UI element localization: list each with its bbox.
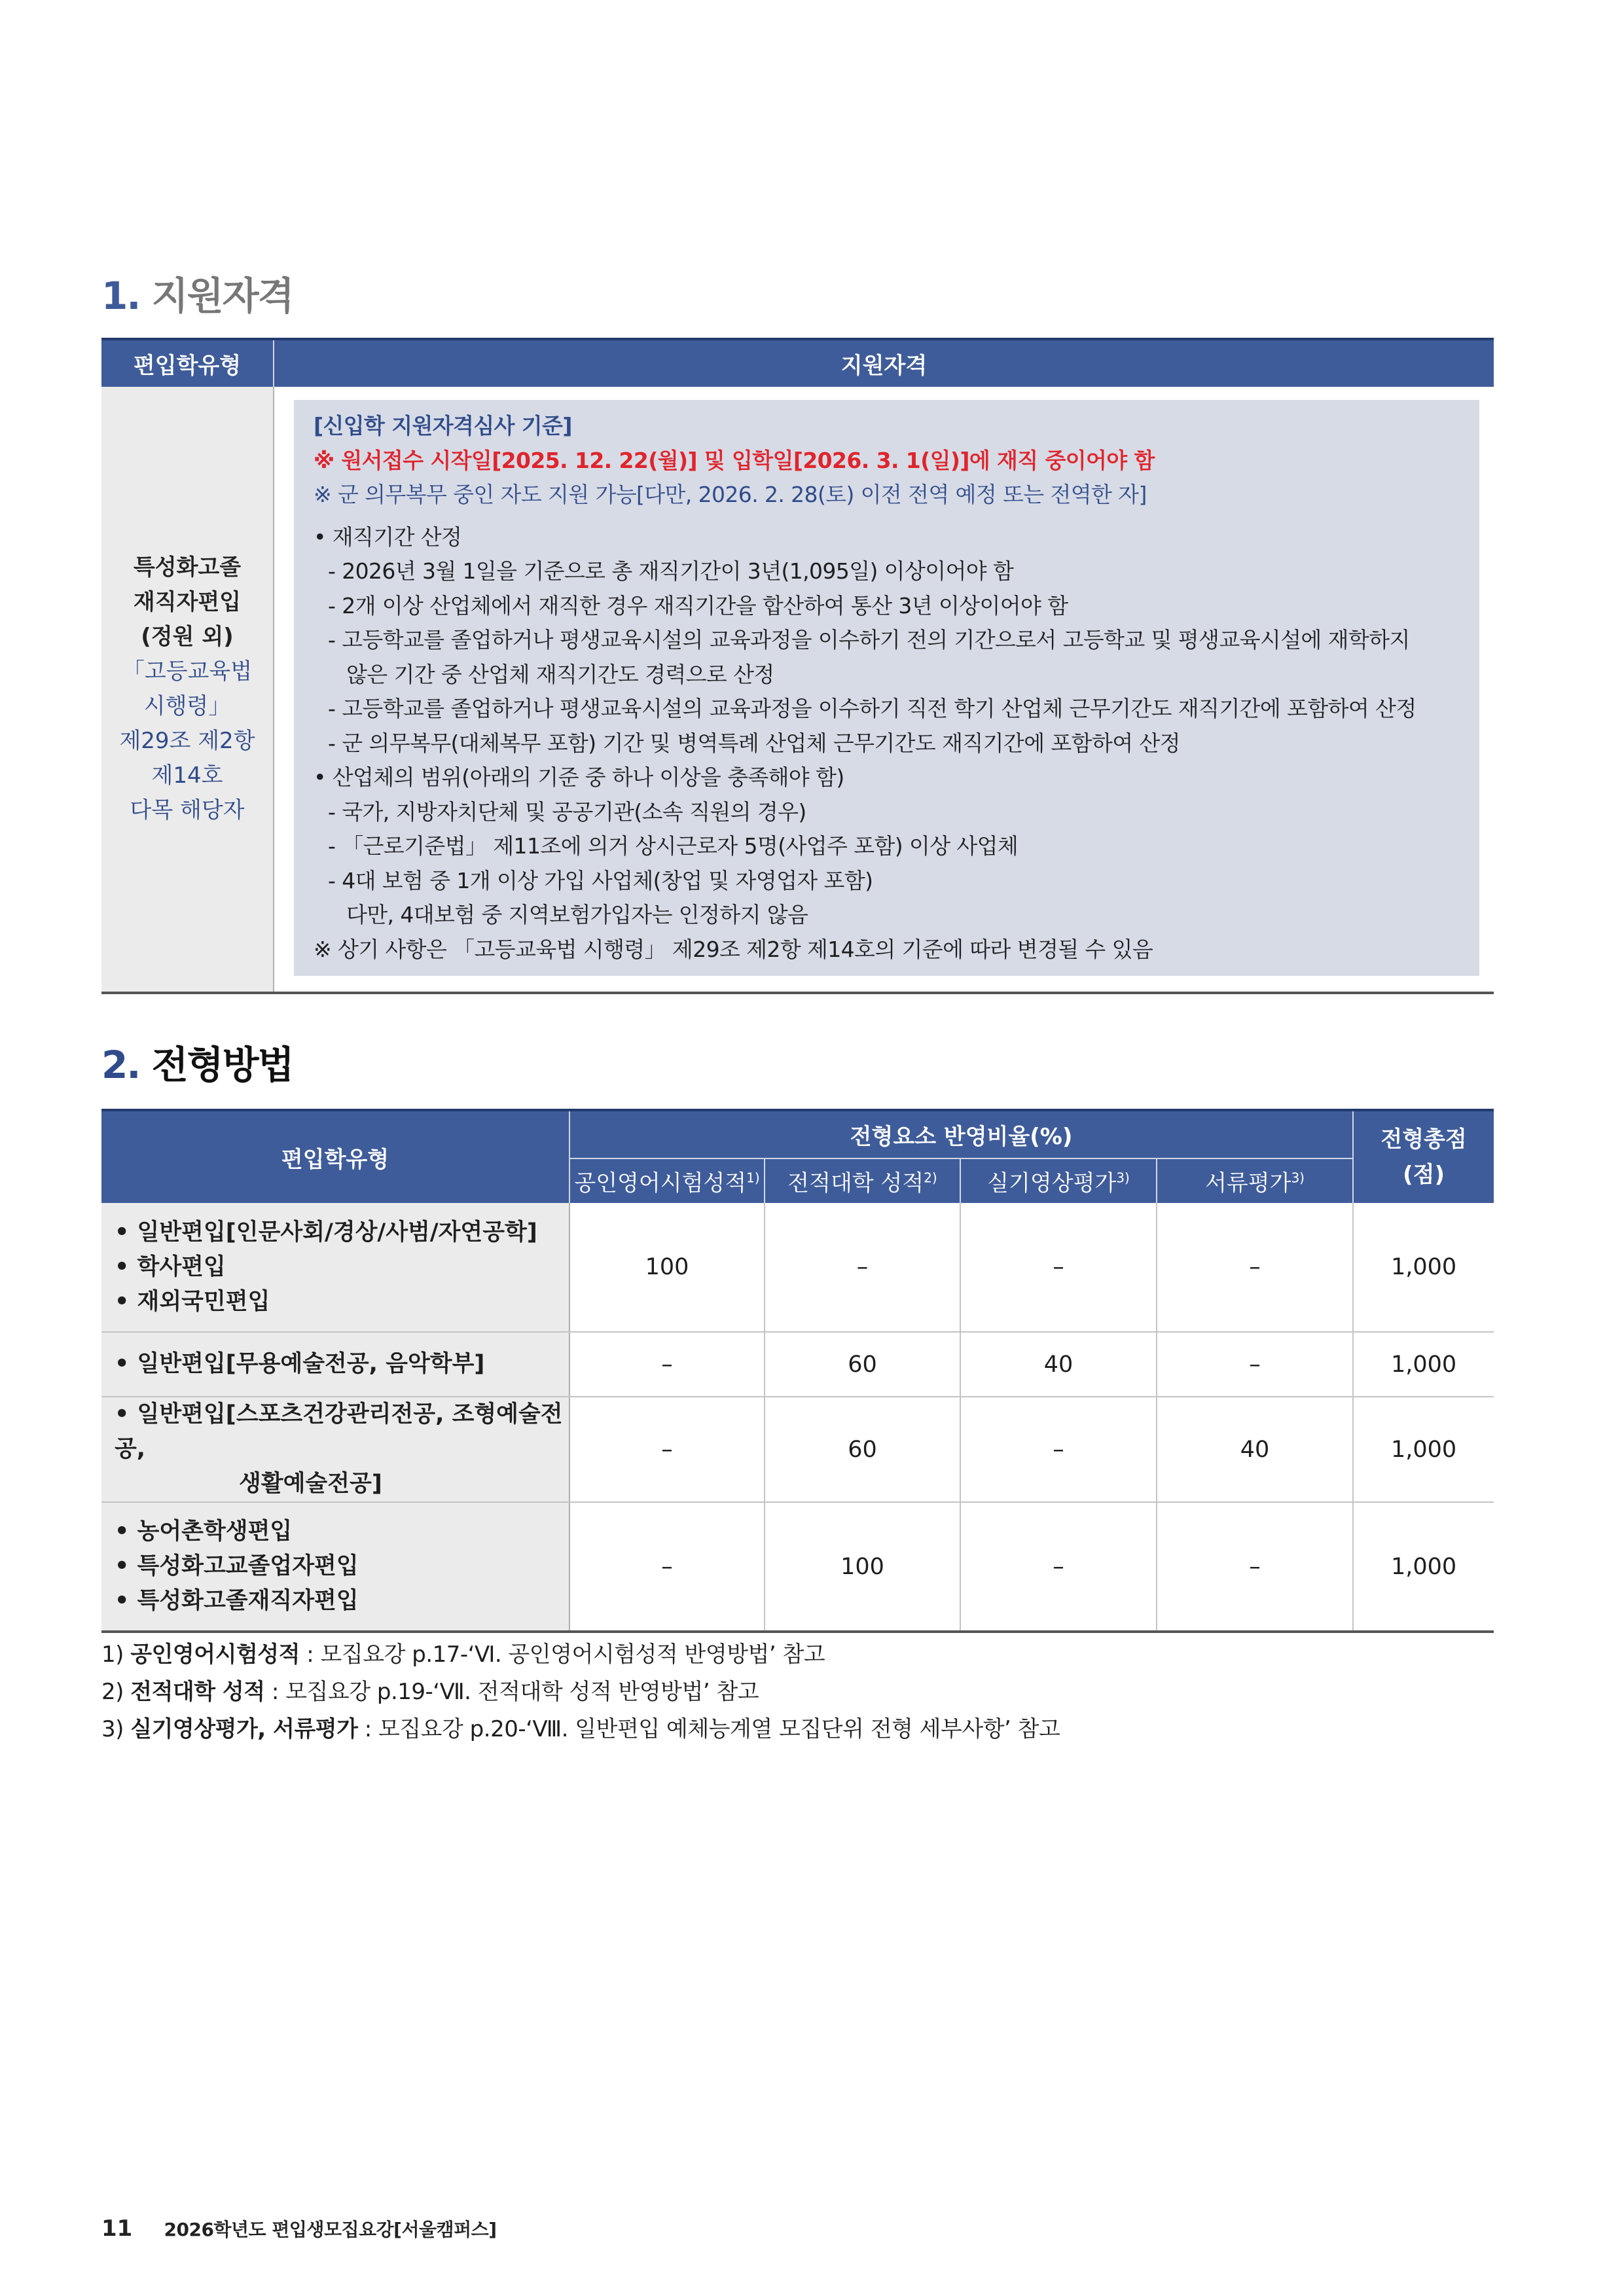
criteria-line: - 국가, 지방자치단체 및 공공기관(소속 직원의 경우) [328, 798, 806, 825]
footnote-2: 2) 전적대학 성적 : 모집요강 p.19-‘Ⅶ. 전적대학 성적 반영방법’ 참고 [101, 1679, 759, 1705]
method-header-type: 편입학유형 [101, 1110, 569, 1203]
type-line: 특성화고졸 [133, 554, 242, 581]
table-row [101, 1332, 1494, 1397]
criteria-line: - 고등학교를 졸업하거나 평생교육시설의 교육과정을 이수하기 전의 기간으로서 고등학교 및 평생교육시설에 재학하지 [328, 627, 1410, 653]
selection-method-table [101, 1109, 1494, 1633]
type-ref-line: 제29조 제2항 [119, 728, 255, 754]
type-line: 재직자편입 [133, 589, 242, 615]
section-2-heading: 전형방법 [151, 1043, 293, 1087]
criteria-line: - 고등학교를 졸업하거나 평생교육시설의 교육과정을 이수하기 직전 학기 산업체 근무기간도 재직기간에 포함하여 산정 [328, 696, 1416, 721]
total-cell: 1,000 [1353, 1332, 1494, 1397]
row-type-cell: • 농어촌학생편입 • 특성화고교졸업자편입 • 특성화고졸재직자편입 [101, 1502, 569, 1632]
total-cell: 1,000 [1353, 1502, 1494, 1632]
footer-title: 2026학년도 편입생모집요강[서울캠퍼스] [164, 2219, 497, 2240]
method-header-total [1353, 1110, 1494, 1203]
page-footer [101, 2215, 497, 2242]
value-cell: – [569, 1502, 765, 1632]
table-row [101, 1397, 1494, 1502]
value-cell: – [960, 1203, 1157, 1332]
criteria-line: 않은 기간 중 산업체 재직기간도 경력으로 산정 [346, 661, 774, 687]
row-type-cell: • 일반편입[무용예술전공, 음악학부] [101, 1332, 569, 1397]
method-header-group: 전형요소 반영비율(%) [569, 1110, 1353, 1158]
criteria-line: - 2개 이상 산업체에서 재직한 경우 재직기간을 합산하여 통산 3년 이상이어야 함 [328, 592, 1068, 619]
footnote-1: 1) 공인영어시험성적 : 모집요강 p.17-‘Ⅵ. 공인영어시험성적 반영방법’ 참고 [101, 1641, 825, 1668]
value-cell: 100 [569, 1203, 765, 1332]
value-cell: 60 [765, 1397, 960, 1502]
eligibility-header-type: 편입학유형 [101, 339, 274, 387]
criteria-line: - 2026년 3월 1일을 기준으로 총 재직기간이 3년(1,095일) 이상이어야 함 [328, 558, 1014, 584]
value-cell: 60 [765, 1332, 960, 1397]
total-cell: 1,000 [1353, 1397, 1494, 1502]
value-cell: 40 [1157, 1397, 1353, 1502]
method-header-video: 실기영상평가$^{3)}$ [960, 1158, 1157, 1203]
criteria-line: • 재직기간 산정 [314, 524, 462, 550]
method-header-documents: 서류평가$^{3)}$ [1157, 1158, 1353, 1203]
type-line: (정원 외) [141, 624, 234, 650]
section-2-number: 2. [101, 1043, 140, 1087]
criteria-line: - 4대 보험 중 1개 이상 가입 사업체(창업 및 자영업자 포함) [328, 867, 873, 893]
value-cell: – [765, 1203, 960, 1332]
criteria-line: - 군 의무복무(대체복무 포함) 기간 및 병역특례 산업체 근무기간도 재직기간에 포함하여 산정 [328, 730, 1180, 756]
type-ref-line: 제14호 [151, 762, 223, 789]
criteria-line: • 산업체의 범위(아래의 기준 중 하나 이상을 충족해야 함) [314, 764, 844, 790]
eligibility-header-criteria: 지원자격 [274, 339, 1494, 387]
value-cell: – [569, 1332, 765, 1397]
criteria-box [294, 400, 1479, 976]
eligibility-type-cell [101, 387, 274, 993]
section-1-title [101, 265, 293, 320]
criteria-military-note: ※ 군 의무복무 중인 자도 지원 가능[다만, 2026. 2. 28(토) 이전 전역 예정 또는 전역한 자] [314, 482, 1147, 507]
section-2-title [101, 1034, 293, 1089]
table-row [101, 1203, 1494, 1332]
type-ref-line: 「고등교육법 [122, 658, 253, 685]
value-cell: – [1157, 1203, 1353, 1332]
value-cell: – [1157, 1332, 1353, 1397]
criteria-line: ※ 상기 사항은 「고등교육법 시행령」 제29조 제2항 제14호의 기준에 따라 변경될 수 있음 [314, 936, 1153, 962]
criteria-line: 다만, 4대보험 중 지역보험가입자는 인정하지 않음 [346, 902, 808, 927]
value-cell: 40 [960, 1332, 1157, 1397]
value-cell: 100 [765, 1502, 960, 1632]
total-label: 전형총점 [1380, 1126, 1467, 1153]
value-cell: – [960, 1502, 1157, 1632]
total-cell: 1,000 [1353, 1203, 1494, 1332]
footnotes [101, 1636, 1060, 1748]
method-header-english: 공인영어시험성적$^{1)}$ [569, 1158, 765, 1203]
type-ref-line: 시행령」 [143, 693, 231, 719]
section-1-number: 1. [101, 274, 140, 318]
total-unit: (점) [1403, 1162, 1445, 1188]
footnote-3: 3) 실기영상평가, 서류평가 : 모집요강 p.20-‘Ⅷ. 일반편입 예체능계열 모집단위 전형 세부사항’ 참고 [101, 1716, 1060, 1742]
row-type-cell: • 일반편입[인문사회/경상/사범/자연공학] • 학사편입 • 재외국민편입 [101, 1203, 569, 1332]
eligibility-table [101, 338, 1494, 994]
table-row [101, 1502, 1494, 1632]
criteria-red-notice: ※ 원서접수 시작일[2025. 12. 22(월)] 및 입학일[2026. 3. 1(일)]에 재직 중이어야 함 [314, 447, 1155, 473]
eligibility-criteria-cell [274, 387, 1494, 993]
value-cell: – [1157, 1502, 1353, 1632]
type-ref-line: 다목 해당자 [130, 797, 245, 823]
criteria-header: [신입학 지원자격심사 기준] [314, 413, 572, 439]
value-cell: – [569, 1397, 765, 1502]
criteria-line: - 「근로기준법」 제11조에 의거 상시근로자 5명(사업주 포함) 이상 사업체 [328, 833, 1019, 859]
row-type-cell: • 일반편입[스포츠건강관리전공, 조형예술전공, 생활예술전공] [101, 1397, 569, 1502]
value-cell: – [960, 1397, 1157, 1502]
method-header-prev-grades: 전적대학 성적$^{2)}$ [765, 1158, 960, 1203]
section-1-heading: 지원자격 [151, 274, 293, 318]
page-number: 11 [101, 2215, 133, 2242]
